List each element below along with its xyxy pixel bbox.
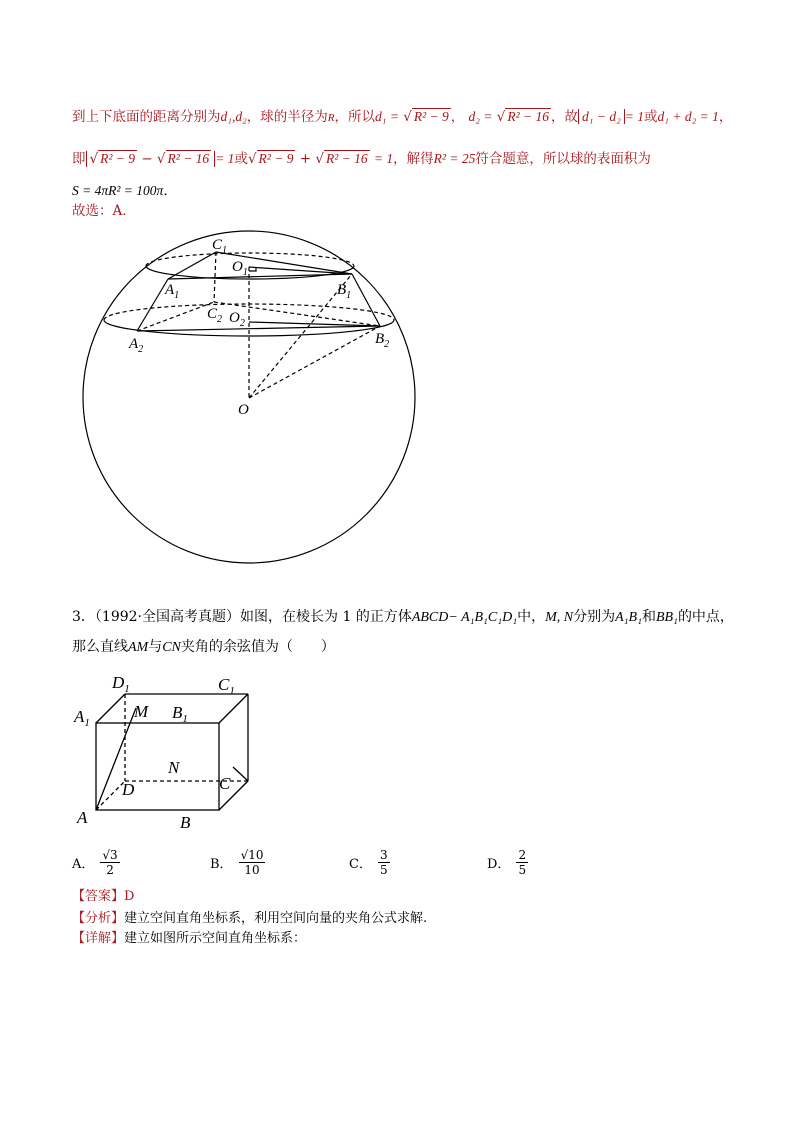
detail-line bbox=[72, 929, 306, 949]
radicand: R² − 9 bbox=[413, 109, 449, 124]
edge-ad bbox=[96, 781, 125, 810]
question-number: 3． bbox=[72, 609, 95, 625]
answer-tag: 【答案】 bbox=[72, 889, 125, 904]
segment-cn bbox=[233, 767, 248, 781]
math: d₁,d₂ bbox=[220, 109, 247, 124]
label-n: N bbox=[168, 758, 180, 777]
option-fraction bbox=[239, 848, 266, 877]
abs-expression: d₁ − d₂ bbox=[578, 109, 625, 124]
lower-ellipse-back bbox=[104, 304, 394, 320]
segment-am bbox=[96, 708, 136, 810]
text: 到上下底面的距离分别为 bbox=[72, 109, 221, 125]
option-fraction bbox=[378, 848, 390, 877]
analysis-text: 建立空间直角坐标系，利用空间向量的夹角公式求解. bbox=[124, 911, 428, 926]
question-source: （1992·全国高考真题） bbox=[94, 609, 241, 625]
math: = 1 bbox=[215, 151, 235, 166]
numerator: 2 bbox=[518, 848, 527, 862]
option-fraction bbox=[516, 848, 528, 877]
text: 符合题意，所以球的表面积为 bbox=[475, 151, 651, 167]
option-fraction bbox=[100, 848, 119, 877]
denominator: 5 bbox=[518, 863, 527, 877]
edge-a1b1 bbox=[168, 274, 352, 279]
radicand: R² − 16 bbox=[167, 151, 210, 166]
numerator: √3 bbox=[102, 848, 118, 862]
math: BB₁ bbox=[655, 610, 678, 625]
label-a1: $A_1$ bbox=[165, 282, 180, 301]
solution-line-3 bbox=[72, 181, 177, 201]
edge-a1d1 bbox=[96, 694, 125, 723]
radicand: R² − 9 bbox=[100, 151, 136, 166]
label-c: C bbox=[219, 774, 231, 793]
question-3-line-1 bbox=[72, 607, 734, 628]
edge-c2b2 bbox=[214, 302, 380, 326]
operator: − bbox=[141, 151, 153, 167]
option-label: A． bbox=[72, 857, 95, 872]
text: ，球的半径为 bbox=[246, 109, 328, 125]
label-m: M bbox=[134, 702, 149, 721]
lower-ellipse-front bbox=[104, 320, 394, 336]
choice-text: 故选：A． bbox=[72, 203, 136, 219]
option-d[interactable] bbox=[487, 848, 528, 877]
label-a2: $A_2$ bbox=[129, 336, 144, 355]
edge-bc bbox=[219, 781, 248, 810]
upper-ellipse-back bbox=[146, 253, 354, 266]
sphere-outline bbox=[83, 231, 415, 563]
label-c1: $C_1$ bbox=[212, 237, 228, 256]
text: 如图，在棱长为 1 的正方体 bbox=[240, 609, 412, 625]
label-b1: $B_1$ bbox=[337, 282, 352, 301]
math: d₁ = bbox=[375, 109, 399, 124]
text: 即 bbox=[72, 151, 86, 167]
edge-a2b2 bbox=[137, 326, 380, 331]
label-o1: $O_1$ bbox=[232, 259, 248, 278]
front-face bbox=[96, 723, 219, 810]
label-b1: $B_1$ bbox=[172, 703, 188, 725]
label-a: A bbox=[77, 808, 88, 827]
analysis-tag: 【分析】 bbox=[72, 911, 125, 926]
text: 与 bbox=[148, 639, 163, 655]
math: CN bbox=[162, 640, 181, 655]
text: 的中点， bbox=[677, 609, 734, 625]
edge-b1c1 bbox=[219, 694, 248, 723]
radicand: R² − 16 bbox=[507, 109, 550, 124]
numerator: 3 bbox=[379, 848, 388, 862]
option-label: B． bbox=[210, 857, 233, 872]
solution-line-2: 即 √ R² − 9 − √ R² − 16 = 1或√ R² − 9 + √ R² − 16 = 1，解得R² = 25符合题意，所以球的表面积为 bbox=[72, 151, 651, 167]
option-a[interactable] bbox=[72, 848, 120, 877]
label-b2: $B_2$ bbox=[375, 331, 390, 350]
solution-line-1: 到上下底面的距离分别为d₁,d₂，球的半径为R，所以d₁ = √ R² − 9 ， d₂ = √ R² − 16 ，故 d₁ − d₂ = 1或d₁ + d₂ = 1， bbox=[72, 109, 733, 125]
text: 或 bbox=[644, 109, 658, 125]
text: ，故 bbox=[551, 109, 579, 125]
math: = 1 bbox=[373, 151, 394, 166]
answer-value: D bbox=[124, 889, 135, 904]
text: ， bbox=[718, 109, 733, 125]
math: AM bbox=[128, 640, 149, 655]
detail-text: 建立如图所示空间直角坐标系： bbox=[124, 931, 307, 946]
label-o: O bbox=[238, 402, 249, 418]
operator: + bbox=[299, 151, 312, 167]
question-3-line-2 bbox=[72, 637, 335, 658]
text: ，解得 bbox=[393, 151, 434, 167]
abs-expression: √ R² − 9 − √ R² − 16 bbox=[86, 151, 216, 167]
text: 和 bbox=[641, 609, 656, 625]
edge-a1a2 bbox=[137, 279, 168, 331]
label-b: B bbox=[180, 813, 191, 832]
option-label: C． bbox=[349, 857, 372, 872]
upper-ellipse-front bbox=[146, 266, 354, 279]
edge-a2c2 bbox=[137, 302, 214, 331]
denominator: 10 bbox=[244, 863, 260, 877]
text: 分别为 bbox=[573, 609, 616, 625]
text: ，所以 bbox=[334, 109, 375, 125]
math: d₂ = bbox=[468, 109, 493, 124]
denominator: 5 bbox=[379, 863, 388, 877]
math: M, N bbox=[545, 610, 574, 625]
math: S = 4πR² = 100π． bbox=[72, 183, 177, 198]
label-d: D bbox=[122, 780, 135, 799]
text: 中， bbox=[517, 609, 546, 625]
math: = 1 bbox=[624, 109, 645, 124]
text: 那么直线 bbox=[72, 639, 128, 655]
option-b[interactable] bbox=[210, 848, 265, 877]
analysis-line bbox=[72, 909, 427, 929]
label-d1: $D_1$ bbox=[112, 673, 130, 695]
denominator: 2 bbox=[106, 863, 114, 877]
radius-ob2 bbox=[249, 326, 380, 398]
solution-choice bbox=[72, 201, 136, 221]
option-label: D． bbox=[487, 857, 511, 872]
math: R bbox=[327, 112, 335, 124]
text: 或 bbox=[234, 151, 248, 167]
math: ABCD− A₁B₁C₁D₁ bbox=[411, 610, 518, 625]
label-c2: $C_2$ bbox=[207, 306, 223, 325]
radius-o1b1 bbox=[249, 267, 352, 274]
label-o2: $O_2$ bbox=[229, 310, 245, 329]
text: 夹角的余弦值为（ ） bbox=[180, 639, 335, 655]
detail-tag: 【详解】 bbox=[72, 931, 125, 946]
edge-c1b1 bbox=[216, 252, 352, 274]
math: A₁B₁ bbox=[615, 610, 642, 625]
option-c[interactable] bbox=[349, 848, 390, 877]
text: ， bbox=[450, 109, 465, 125]
edge-c1c2 bbox=[214, 252, 216, 302]
numerator: √10 bbox=[240, 848, 264, 862]
radius-o2b2 bbox=[249, 322, 380, 326]
label-a1: $A_1$ bbox=[74, 707, 90, 729]
edge-a1c1 bbox=[168, 252, 216, 279]
math: R² = 25 bbox=[433, 151, 476, 166]
right-angle-mark bbox=[249, 267, 256, 271]
math: d₁ + d₂ = 1 bbox=[657, 109, 719, 124]
edge-b1b2 bbox=[352, 274, 380, 326]
radicand: R² − 16 bbox=[325, 151, 368, 166]
radicand: R² − 9 bbox=[258, 151, 294, 166]
label-c1: $C_1$ bbox=[218, 675, 235, 697]
radius-ob1 bbox=[249, 274, 352, 398]
answer-line bbox=[72, 887, 134, 907]
